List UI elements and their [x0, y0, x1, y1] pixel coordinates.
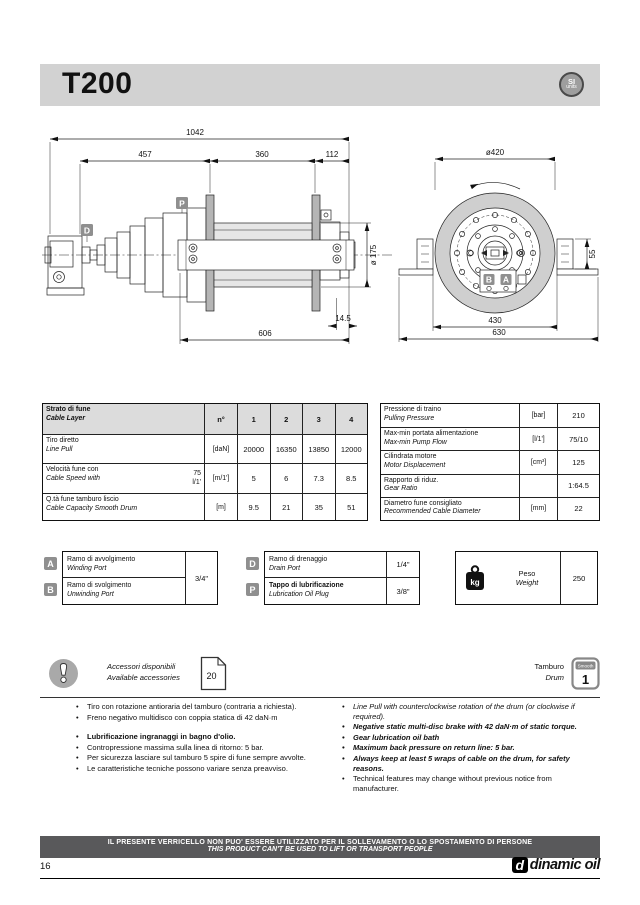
value-cell: 5 — [237, 463, 270, 493]
layer-col-header: 2 — [270, 404, 303, 434]
row-unit: [daN] — [204, 434, 237, 463]
row-unit — [519, 474, 557, 497]
layer-col-header: 1 — [237, 404, 270, 434]
dim-457: 457 — [138, 150, 152, 159]
warning-banner — [40, 836, 600, 858]
accessories-row — [40, 652, 600, 694]
dim-dia-420: ø420 — [485, 148, 505, 157]
side-view-drawing — [42, 128, 392, 344]
cable-layer-table — [42, 403, 368, 521]
notes-english — [342, 702, 598, 794]
port-size: 3/8" — [386, 578, 419, 604]
rotation-arrow — [471, 182, 520, 189]
note-item: • Maximum back pressure on return line: 5 bar. — [342, 743, 515, 753]
dim-606: 606 — [258, 329, 272, 338]
note-item: • Technical features may change without previous notice from manufacturer. — [342, 774, 552, 793]
dim-55: 55 — [588, 249, 597, 259]
port-badge-d: D — [246, 557, 259, 570]
brand-name: dinamic oil — [529, 857, 600, 873]
note-item: • Per sicurezza lasciare sul tamburo 5 spire di fune sempre avvolte. — [76, 753, 306, 763]
front-view-drawing — [399, 148, 598, 342]
warning-text-en: THIS PRODUCT CAN'T BE USED TO LIFT OR TRANSPORT PEOPLE — [207, 846, 433, 853]
dim-630: 630 — [492, 328, 506, 337]
weight-label: Peso Weight — [515, 568, 539, 587]
layer-col-header: 4 — [335, 404, 368, 434]
footer-rule — [40, 878, 600, 879]
port-badge-b: B — [44, 583, 57, 596]
pump-flow-note: 75 l/1' — [174, 463, 204, 493]
value-cell: 51 — [335, 493, 368, 520]
dim-112: 112 — [325, 150, 339, 159]
row-unit: [mm] — [519, 497, 557, 520]
port-badge-p: P — [246, 583, 259, 596]
value-cell: 20000 — [237, 434, 270, 463]
callout-b: B — [485, 274, 493, 285]
svg-text:20: 20 — [206, 670, 217, 681]
port-label: Ramo di avvolgimento Winding Port — [63, 552, 185, 578]
value-cell: 6 — [270, 463, 303, 493]
drum-label: Tamburo Drum — [534, 662, 564, 682]
dim-dia-175: ø 175 — [369, 244, 378, 266]
row-unit: [bar] — [519, 404, 557, 427]
page-number: 16 — [40, 861, 51, 872]
port-label: Ramo di svolgimento Unwinding Port — [67, 582, 132, 598]
value-cell: 75/10 — [557, 427, 599, 450]
row-label: Velocità fune con Cable Speed with — [43, 463, 174, 493]
row-unit: [cm³] — [519, 450, 557, 473]
port-badge-a: A — [44, 557, 57, 570]
page-title: T200 — [62, 67, 133, 100]
note-item: • Line Pull with counterclockwise rotation of the drum (or clockwise if required). — [342, 702, 575, 721]
technical-drawings — [40, 118, 600, 378]
note-item: • Always keep at least 5 wraps of cable on the drum, for safety reasons. — [342, 753, 570, 773]
row-label: Diametro fune consigliato Recommended Cable Diameter — [381, 497, 519, 520]
warning-text-it: IL PRESENTE VERRICELLO NON PUO' ESSERE UTILIZZATO PER IL SOLLEVAMENTO O LO SPOSTAMENTO DI PERSONE — [107, 839, 533, 846]
value-cell: 1:64.5 — [557, 474, 599, 497]
kg-weight-icon — [456, 552, 494, 604]
row-label: Cilindrata motore Motor Displacement — [381, 450, 519, 473]
si-units-badge: SI units — [559, 72, 584, 97]
accessories-label: Accessori disponibili Available accessories — [107, 662, 180, 682]
svg-text:kg: kg — [470, 577, 480, 587]
port-size: 1/4" — [386, 552, 419, 578]
note-item: • Negative static multi-disc brake with 42 daN·m of static torque. — [342, 722, 577, 732]
dim-360: 360 — [255, 150, 269, 159]
warning-icon — [48, 658, 79, 689]
callout-p: P — [179, 198, 185, 209]
dim-14-5: 14.5 — [335, 314, 351, 323]
callout-a: A — [502, 274, 510, 285]
row-label: Pressione di traino Pulling Pressure — [384, 406, 442, 422]
value-cell: 9.5 — [237, 493, 270, 520]
value-cell: 16350 — [270, 434, 303, 463]
note-item: • Le caratteristiche tecniche possono variare senza preavviso. — [76, 763, 288, 773]
row-label: Rapporto di riduz. Gear Ratio — [381, 474, 519, 497]
weight-value: 250 — [560, 552, 597, 604]
note-item: • Gear lubrication oil bath — [342, 732, 440, 742]
value-cell: 13850 — [302, 434, 335, 463]
row-unit: [m/1'] — [204, 463, 237, 493]
note-item: • Freno negativo multidisco con coppia statica di 42 daN·m — [76, 712, 278, 722]
value-cell: 125 — [557, 450, 599, 473]
layer-col-header: 3 — [302, 404, 335, 434]
layer-table-title: Strato di fune Cable Layer — [43, 404, 204, 434]
value-cell: 210 — [557, 404, 599, 427]
smooth-drum-badge — [571, 657, 600, 690]
row-unit: [m] — [204, 493, 237, 520]
spec-table — [380, 403, 600, 521]
layer-unit-header: n° — [204, 404, 237, 434]
brand-logo — [512, 857, 600, 873]
note-item: • Tiro con rotazione antioraria del tamburo (contraria a richiesta). — [76, 702, 297, 711]
port-label: Ramo di drenaggio Drain Port — [265, 552, 386, 578]
value-cell: 22 — [557, 497, 599, 520]
value-cell: 7.3 — [302, 463, 335, 493]
note-item: • Lubrificazione ingranaggi in bagno d'olio. — [76, 732, 236, 742]
callout-d: D — [83, 225, 91, 236]
value-cell: 8.5 — [335, 463, 368, 493]
row-unit: [l/1'] — [519, 427, 557, 450]
drain-ports-table — [264, 551, 420, 605]
dim-430: 430 — [488, 316, 502, 325]
svg-text:Smooth: Smooth — [577, 663, 594, 668]
brand-logo-icon: d — [512, 857, 528, 873]
dim-1042: 1042 — [186, 128, 204, 137]
row-label: Max-min portata alimentazione Max-min Pump Flow — [381, 427, 519, 450]
value-cell: 35 — [302, 493, 335, 520]
winding-ports-table — [62, 551, 218, 605]
weight-box — [455, 551, 598, 605]
port-label: Tappo di lubrificazione Lubrication Oil Plug — [269, 582, 344, 598]
svg-text:1: 1 — [581, 671, 590, 687]
value-cell: 21 — [270, 493, 303, 520]
divider — [40, 697, 600, 698]
row-label: Q.tà fune tamburo liscio Cable Capacity Smooth Drum — [43, 493, 204, 520]
value-cell: 12000 — [335, 434, 368, 463]
port-size: 3/4" — [185, 552, 217, 604]
title-band — [40, 64, 600, 106]
notes-italian — [76, 702, 316, 775]
note-item: • Contropressione massima sulla linea di ritorno: 5 bar. — [76, 742, 264, 752]
row-label: Tiro diretto Line Pull — [43, 434, 204, 463]
page-ref-icon — [200, 656, 227, 691]
